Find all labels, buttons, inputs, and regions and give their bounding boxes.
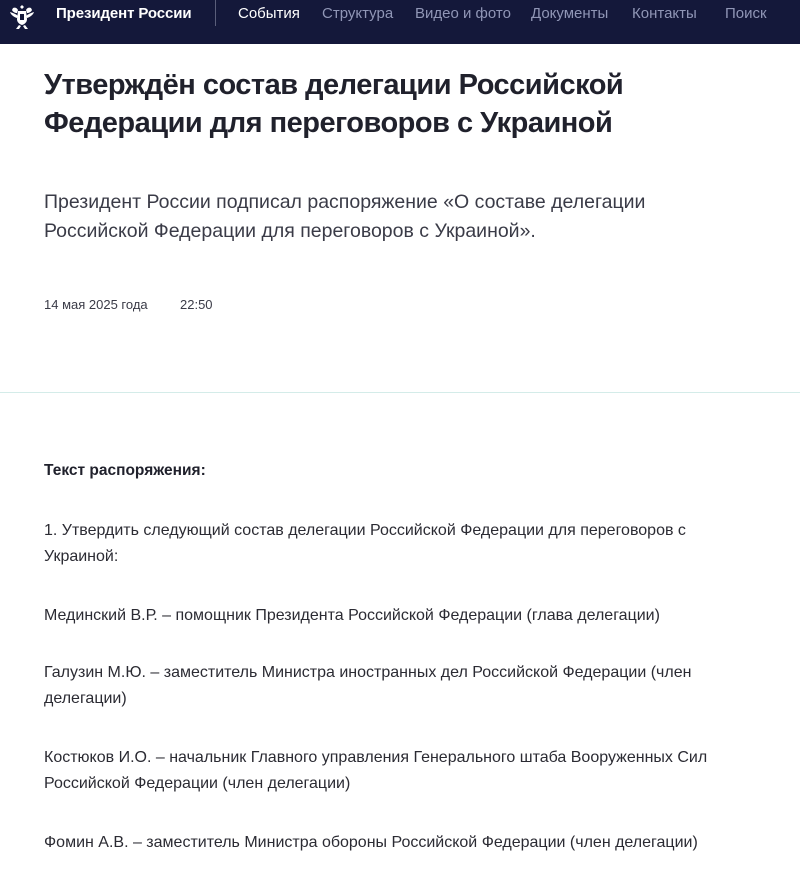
delegation-member: Фомин А.В. – заместитель Министра обороны Российской Федерации (член делегации) [44,834,698,851]
article-title: Утверждён состав делегации Российской Федерации для переговоров с Украиной [44,69,624,139]
main-nav [0,5,800,25]
nav-item-events[interactable]: События [238,5,300,22]
delegation-member: Костюков И.О. – начальник Главного управления Генерального штаба Вооруженных Сил Российской Федерации (член делегации) [44,749,708,792]
section-divider [0,392,800,393]
top-navigation-bar [0,0,800,44]
delegation-member: Мединский В.Р. – помощник Президента Российской Федерации (глава делегации) [44,607,660,624]
delegation-member: Галузин М.Ю. – заместитель Министра иностранных дел Российской Федерации (член делегации) [44,664,692,707]
article-date: 14 мая 2025 года [44,297,148,312]
nav-item-documents[interactable]: Документы [531,5,609,22]
nav-item-structure[interactable]: Структура [322,5,394,22]
site-title-link[interactable]: Президент России [56,5,192,22]
nav-item-video-photo[interactable]: Видео и фото [415,5,511,22]
decree-text-heading: Текст распоряжения: [44,462,206,479]
decree-paragraph: 1. Утвердить следующий состав делегации Российской Федерации для переговоров с Украиной: [44,522,686,565]
nav-item-search[interactable]: Поиск [725,5,767,22]
nav-item-contacts[interactable]: Контакты [632,5,697,22]
article-dateline [44,297,213,312]
article-lead: Президент России подписал распоряжение «О составе делегации Российской Федерации для переговоров с Украиной». [44,191,646,242]
article-time: 22:50 [180,297,213,312]
